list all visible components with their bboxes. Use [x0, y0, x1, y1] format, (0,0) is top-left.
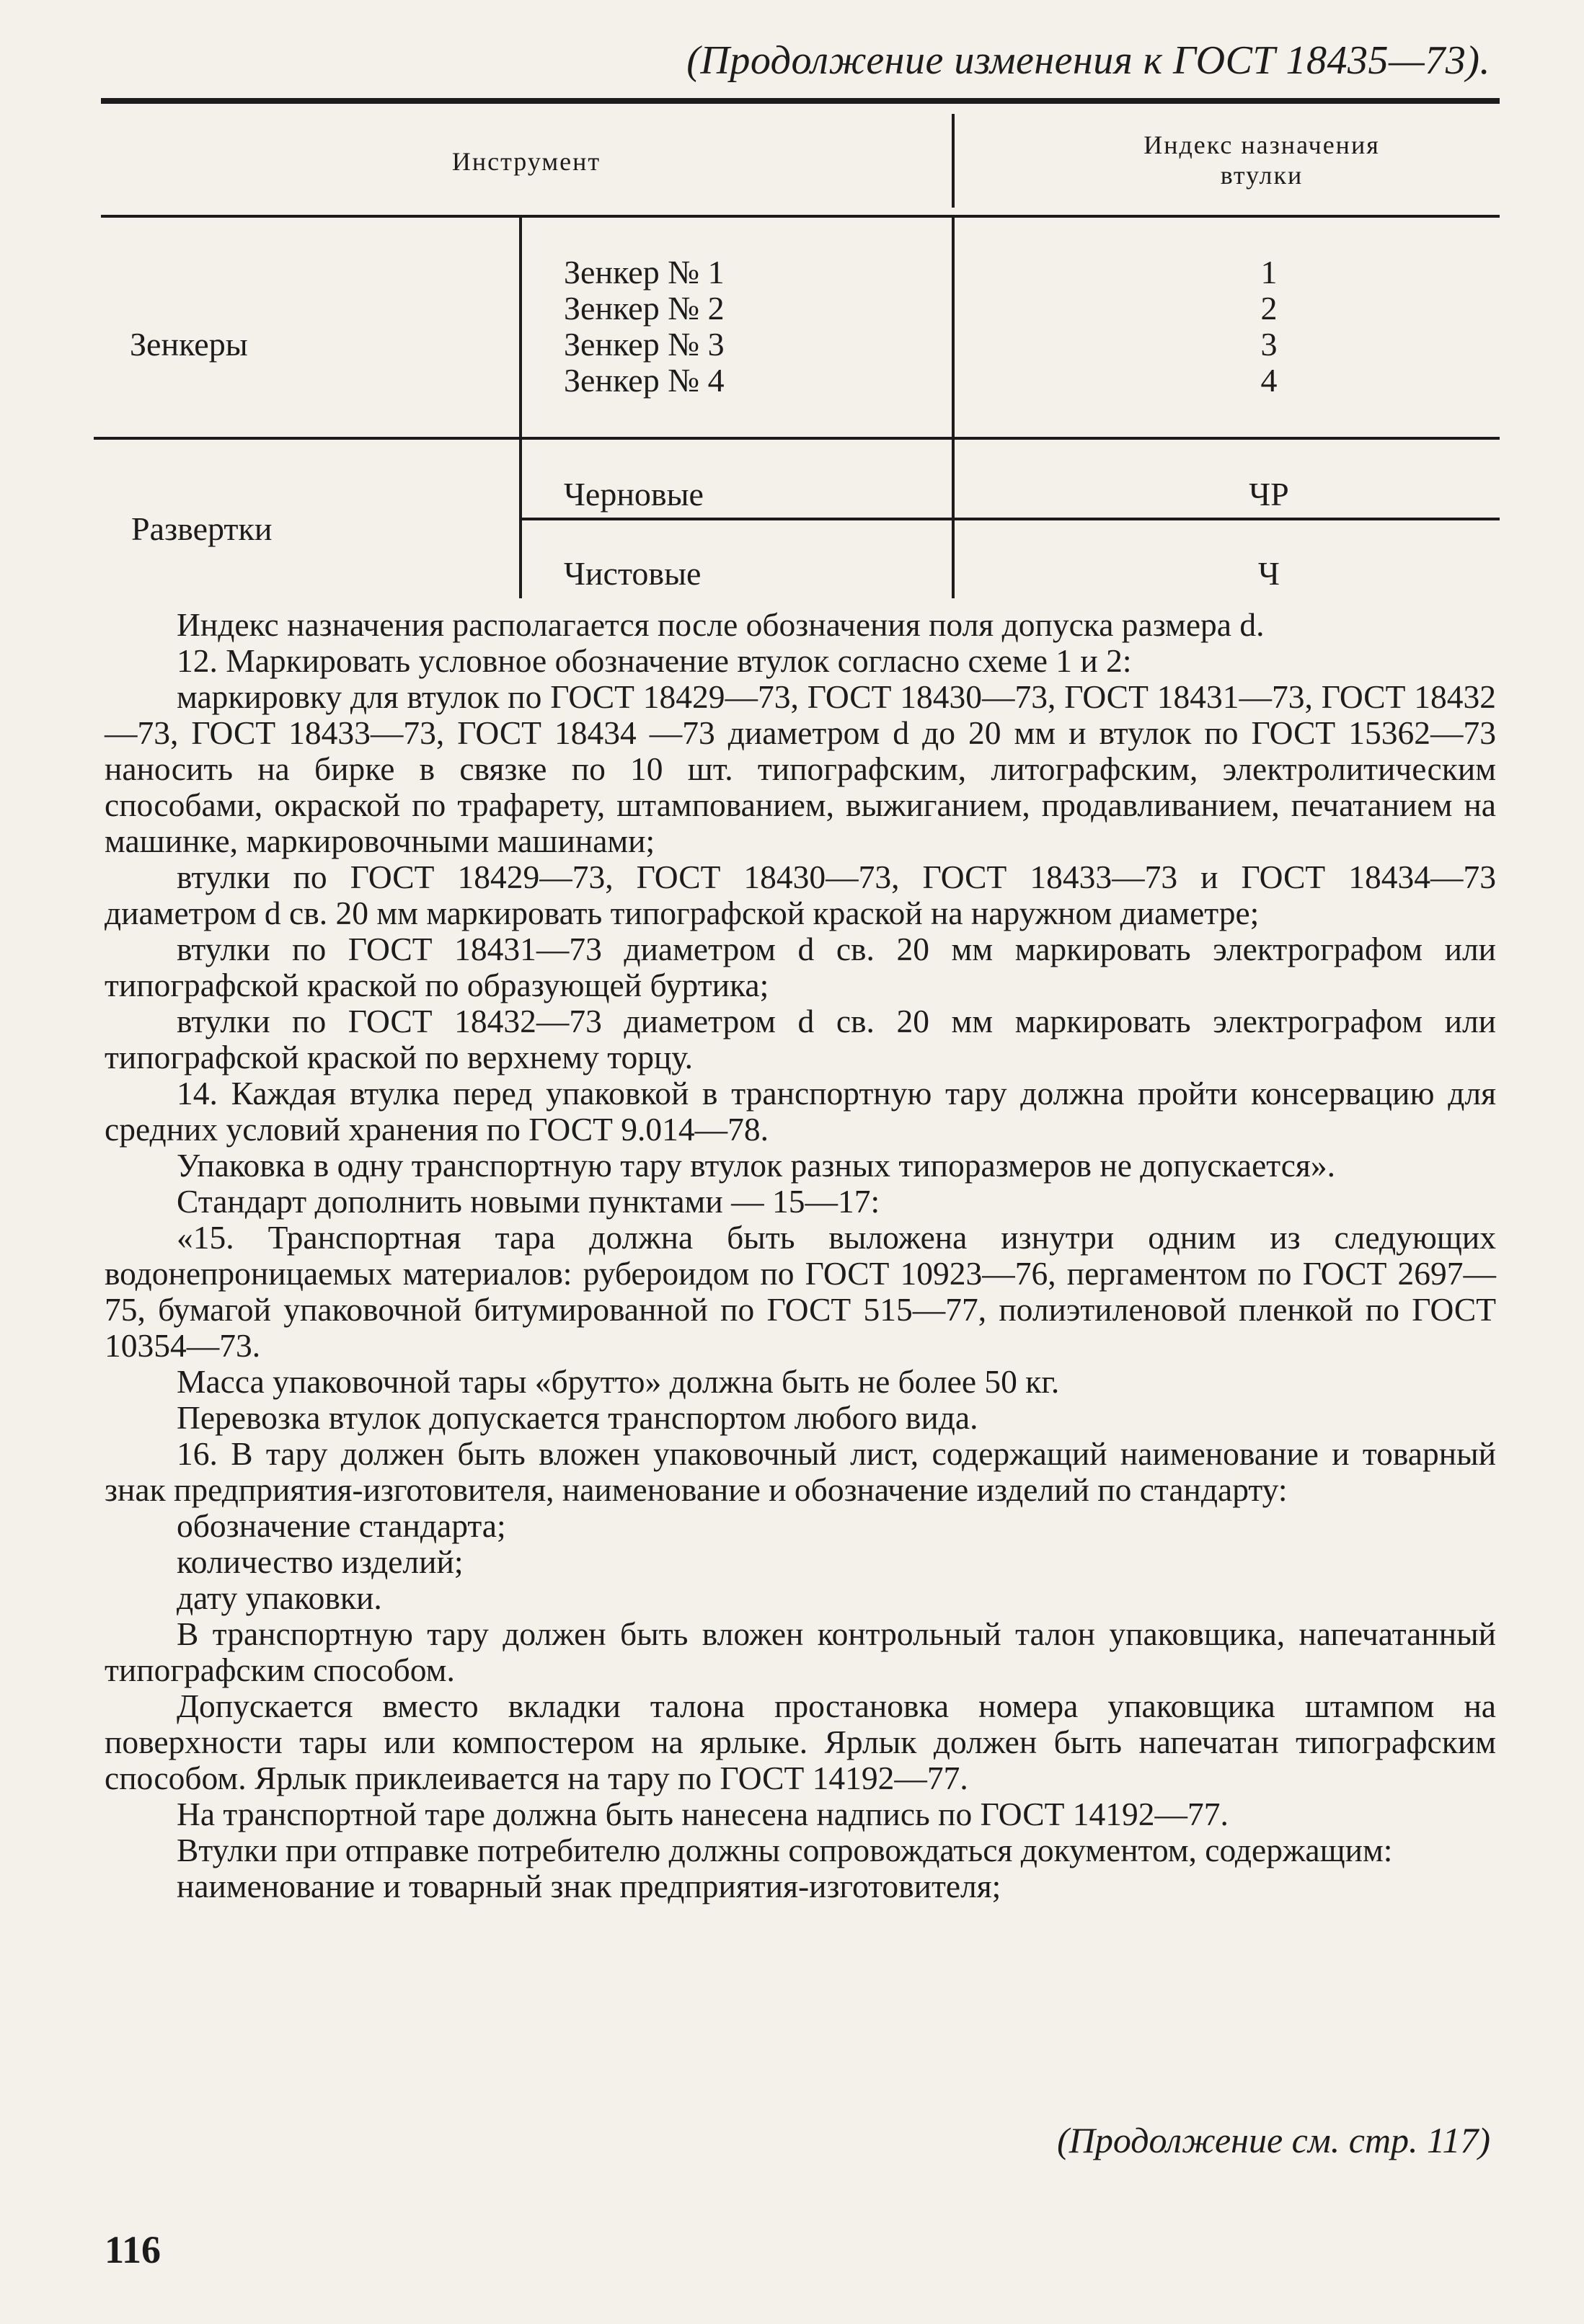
- header-bottom-rule: [101, 215, 1500, 218]
- group-name-zenkery: Зенкеры: [130, 326, 248, 363]
- paragraph: 14. Каждая втулка перед упаковкой в транспортную тару должна пройти консервацию для средних условий хранения по ГОСТ 9.014—78.: [105, 1075, 1496, 1148]
- col-header-instrument: Инструмент: [451, 147, 601, 176]
- table-cell-index: ЧР: [1249, 476, 1289, 513]
- table-cell-index: 3: [1260, 326, 1278, 363]
- table-cell-tool: Зенкер № 2: [564, 290, 725, 327]
- row-separator-rule: [521, 518, 1500, 520]
- paragraph: В транспортную тару должен быть вложен контрольный талон упаковщика, напечатанный типографским способом.: [105, 1615, 1496, 1688]
- table-cell-tool: Зенкер № 4: [564, 362, 725, 399]
- list-item: дату упаковки.: [177, 1579, 382, 1616]
- group-name-razvertki: Развертки: [131, 510, 273, 547]
- paragraph: маркировку для втулок по ГОСТ 18429—73, ГОСТ 18430—73, ГОСТ 18431—73, ГОСТ 18432—73, ГОСТ 18433—73, ГОСТ 18434 —73 диаметром d до 20 мм и втулок по ГОСТ 15362—73 наносить на бирке в связке по 10 шт. типографским, литографским, электролитическим способами, окраской по трафарету, штампованием, выжиганием, продавливанием, печатанием на машинке, маркировочными машинами;: [105, 678, 1496, 859]
- page-number: 116: [105, 2228, 162, 2271]
- paragraph: 16. В тару должен быть вложен упаковочный лист, содержащий наименование и товарный знак предприятия-изготовителя, наименование и обозначение изделий по стандарту:: [105, 1435, 1496, 1508]
- col-header-index: Индекс назначения втулки: [1143, 130, 1380, 190]
- table-cell-index: Ч: [1258, 555, 1280, 592]
- table-cell-tool: Зенкер № 3: [564, 326, 725, 363]
- body-text: [105, 607, 1496, 1904]
- continuation-footer: (Продолжение см. стр. 117): [1057, 2120, 1490, 2160]
- paragraph: втулки по ГОСТ 18431—73 диаметром d св. 20 мм маркировать электрографом или типографской краской по образующей буртика;: [105, 931, 1496, 1003]
- paragraph: «15. Транспортная тара должна быть выложена изнутри одним из следующих водонепроницаемых материалов: рубероидом по ГОСТ 10923—76, пергаментом по ГОСТ 2697—75, бумагой упаковочной битумированной по ГОСТ 515—77, полиэтиленовой пленкой по ГОСТ 10354—73.: [105, 1219, 1496, 1364]
- group-divider: [519, 216, 522, 598]
- group-separator-rule: [94, 437, 1500, 440]
- paragraph: Стандарт дополнить новыми пунктами — 15—17:: [177, 1183, 880, 1220]
- paragraph: 12. Маркировать условное обозначение втулок согласно схеме 1 и 2:: [177, 642, 1132, 679]
- continuation-header: (Продолжение изменения к ГОСТ 18435—73).: [686, 38, 1490, 83]
- index-divider: [952, 216, 955, 598]
- paragraph: Втулки при отправке потребителю должны сопровождаться документом, содержащим:: [177, 1832, 1393, 1868]
- table-top-rule: [101, 98, 1500, 104]
- paragraph: Допускается вместо вкладки талона простановка номера упаковщика штампом на поверхности тары или компостером на ярлыке. Ярлык должен быть напечатан типографским способом. Ярлык приклеивается на тару по ГОСТ 14192—77.: [105, 1687, 1496, 1796]
- table-cell-tool: Черновые: [564, 476, 704, 513]
- paragraph: На транспортной таре должна быть нанесена надпись по ГОСТ 14192—77.: [177, 1796, 1229, 1832]
- list-item: количество изделий;: [177, 1543, 464, 1580]
- paragraph: Перевозка втулок допускается транспортом любого вида.: [177, 1399, 978, 1436]
- table-cell-index: 1: [1260, 254, 1278, 290]
- table-cell-tool: Зенкер № 1: [564, 254, 725, 290]
- table-cell-tool: Чистовые: [564, 555, 702, 592]
- list-item: обозначение стандарта;: [177, 1507, 506, 1544]
- table-cell-index: 2: [1260, 290, 1278, 327]
- paragraph: наименование и товарный знак предприятия-изготовителя;: [177, 1868, 1001, 1904]
- paragraph: втулки по ГОСТ 18432—73 диаметром d св. 20 мм маркировать электрографом или типографской краской по верхнему торцу.: [105, 1003, 1496, 1075]
- paragraph: втулки по ГОСТ 18429—73, ГОСТ 18430—73, ГОСТ 18433—73 и ГОСТ 18434—73 диаметром d св. 20 мм маркировать типографской краской на наружном диаметре;: [105, 859, 1496, 931]
- paragraph: Масса упаковочной тары «брутто» должна быть не более 50 кг.: [177, 1363, 1060, 1400]
- paragraph: Упаковка в одну транспортную тару втулок разных типоразмеров не допускается».: [177, 1147, 1335, 1184]
- paragraph: Индекс назначения располагается после обозначения поля допуска размера d.: [177, 606, 1265, 643]
- table-cell-index: 4: [1260, 362, 1278, 399]
- header-divider: [952, 114, 955, 208]
